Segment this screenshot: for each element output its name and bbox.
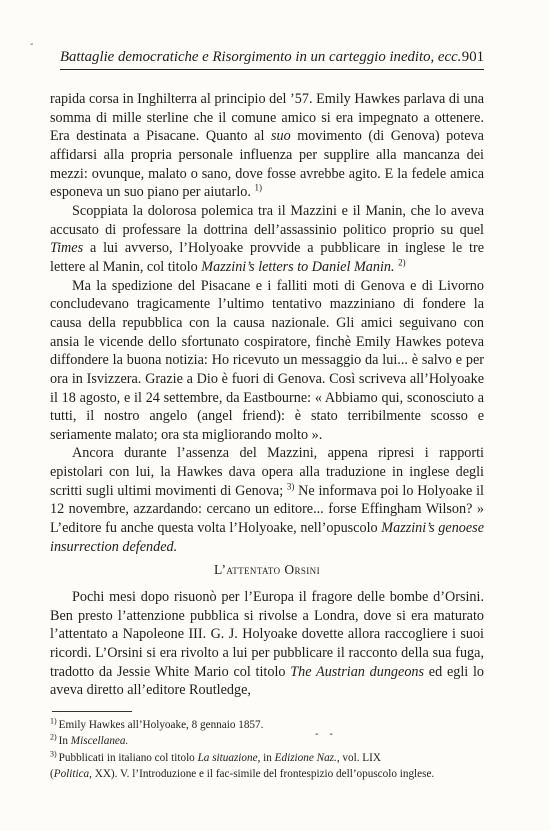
footnote-number: 3) <box>50 749 59 759</box>
text-run: , in <box>257 751 275 764</box>
text-run: Ne informava poi lo Holyoake il 12 novembre, azzardando: cercano un editore... forse Effingham Wilson? » L’editore fu anche questa volta l’Holyoake, nell’opuscolo <box>50 482 484 537</box>
running-header <box>60 45 484 70</box>
paragraph <box>50 277 484 445</box>
footnote-marks: - - <box>315 729 337 740</box>
footnote-number: 2) <box>50 732 59 742</box>
footnote <box>50 750 484 766</box>
section-heading: L’attentato Orsini <box>214 562 320 577</box>
running-title: Battaglie democratiche e Risorgimento in un carteggio inedito, ecc. <box>60 49 462 65</box>
paragraph <box>50 90 484 202</box>
text-run: , vol. LIX <box>336 751 381 764</box>
paragraph <box>50 588 484 700</box>
text-run: ed egli lo aveva diretto all’editore Routledge, <box>50 663 485 699</box>
paragraph <box>50 202 484 277</box>
italic-text: Mazzini’s letters to Daniel Manin. <box>201 258 395 275</box>
italic-text: Mazzini’s genoese insurrection defended. <box>50 520 484 555</box>
footnote <box>50 717 484 733</box>
footnotes <box>50 717 484 783</box>
italic-text: Miscellanea. <box>70 735 129 748</box>
italic-text: Edizione Naz. <box>274 751 337 764</box>
text-run: movimento (di Genova) poteva affidarsi alla propria personale influenza per supplire alla mancanza dei mezzi: ovunque, malato o sano, dove fosse avrebbe agito. E la fedele amica esponeva un suo piano per aiutarlo. <box>50 128 484 201</box>
text-run: , XX). V. l’Introduzione e il fac-simile del frontespizio dell’opuscolo inglese. <box>89 768 435 781</box>
text-run: rapida corsa in Inghilterra al principio del ’57. Emily Hawkes parlava di una somma di mille sterline che il comune amico si era impegnato a ottenere. Era destinata a Pisacane. Quanto al <box>50 91 484 145</box>
footnote <box>50 766 484 782</box>
footnote-rule <box>52 711 132 712</box>
italic-text: Times <box>50 240 84 257</box>
text-run: Pubblicati in italiano col titolo <box>58 751 198 764</box>
footnote <box>50 733 484 749</box>
text-run: Emily Hawkes all’Holyoake, 8 gennaio 1857. <box>58 719 264 731</box>
page-number: 901 <box>461 49 484 65</box>
margin-mark: - <box>30 39 34 50</box>
text-run: Scoppiata la dolorosa polemica tra il Mazzini e il Manin, che lo aveva accusato di professare la dottrina dell’assassinio politico proprio su quel <box>50 202 484 238</box>
text-run: In <box>58 735 71 748</box>
italic-text: suo <box>270 128 291 145</box>
text-run: Ma la spedizione del Pisacane e i falliti moti di Genova e di Livorno concludevano tragicamente l’ultimo tentativo mazziniano di fondere la causa della repubblica con la causa nazionale. Gli amici seguivano con ansia le vicende dello sfortunato cospiratore, finchè Emily Hawkes poteva diffondere la buona notizia: Ho ricevuto un messaggio da lui... è salvo e per ora in Isvizzera. Grazie a Dio è fuori di Genova. Così scriveva all’Holyoake il 18 agosto, e il 24 settembre, da Eastbourne: « Abbiamo qui, sconosciuto a tutti, il nostro angelo (angel friend): è stato terribilmente scosso e seriamente malato; ora sta migliorando molto ». <box>50 277 484 443</box>
italic-text: The Austrian dungeons <box>290 663 425 680</box>
italic-text: La situazione <box>197 751 258 764</box>
paragraph <box>50 444 484 556</box>
text-run: Pochi mesi dopo risuonò per l’Europa il fragore delle bombe d’Orsini. Ben presto l’attenzione pubblica si rivolse a Londra, dove si era maturato l’attentato a Napoleone III. G. J. Holyoake dovette allora raccogliere i suoi ricordi. L’Orsini si era rivolto a lui per pubblicare il racconto della sua fuga, tradotto da Jessie White Mario col titolo <box>50 589 484 680</box>
italic-text: Politica <box>53 768 90 781</box>
text-run: a lui avverso, l’Holyoake provvide a pubblicare in inglese le tre lettere al Manin, col titolo <box>50 240 484 275</box>
footnote-ref: 2) <box>398 257 406 268</box>
text-run: ( <box>50 768 54 781</box>
section-body-text <box>50 588 484 700</box>
body-text <box>50 90 484 556</box>
footnote-ref: 1) <box>254 182 262 193</box>
footnote-ref: 3) <box>286 481 295 492</box>
text-run: Ancora durante l’assenza del Mazzini, appena ripresi i rapporti epistolari con lui, la Hawkes dava opera alla traduzione in inglese degli scritti sugli ultimi movimenti di Genova; <box>50 445 484 499</box>
footnote-number: 1) <box>50 716 59 726</box>
